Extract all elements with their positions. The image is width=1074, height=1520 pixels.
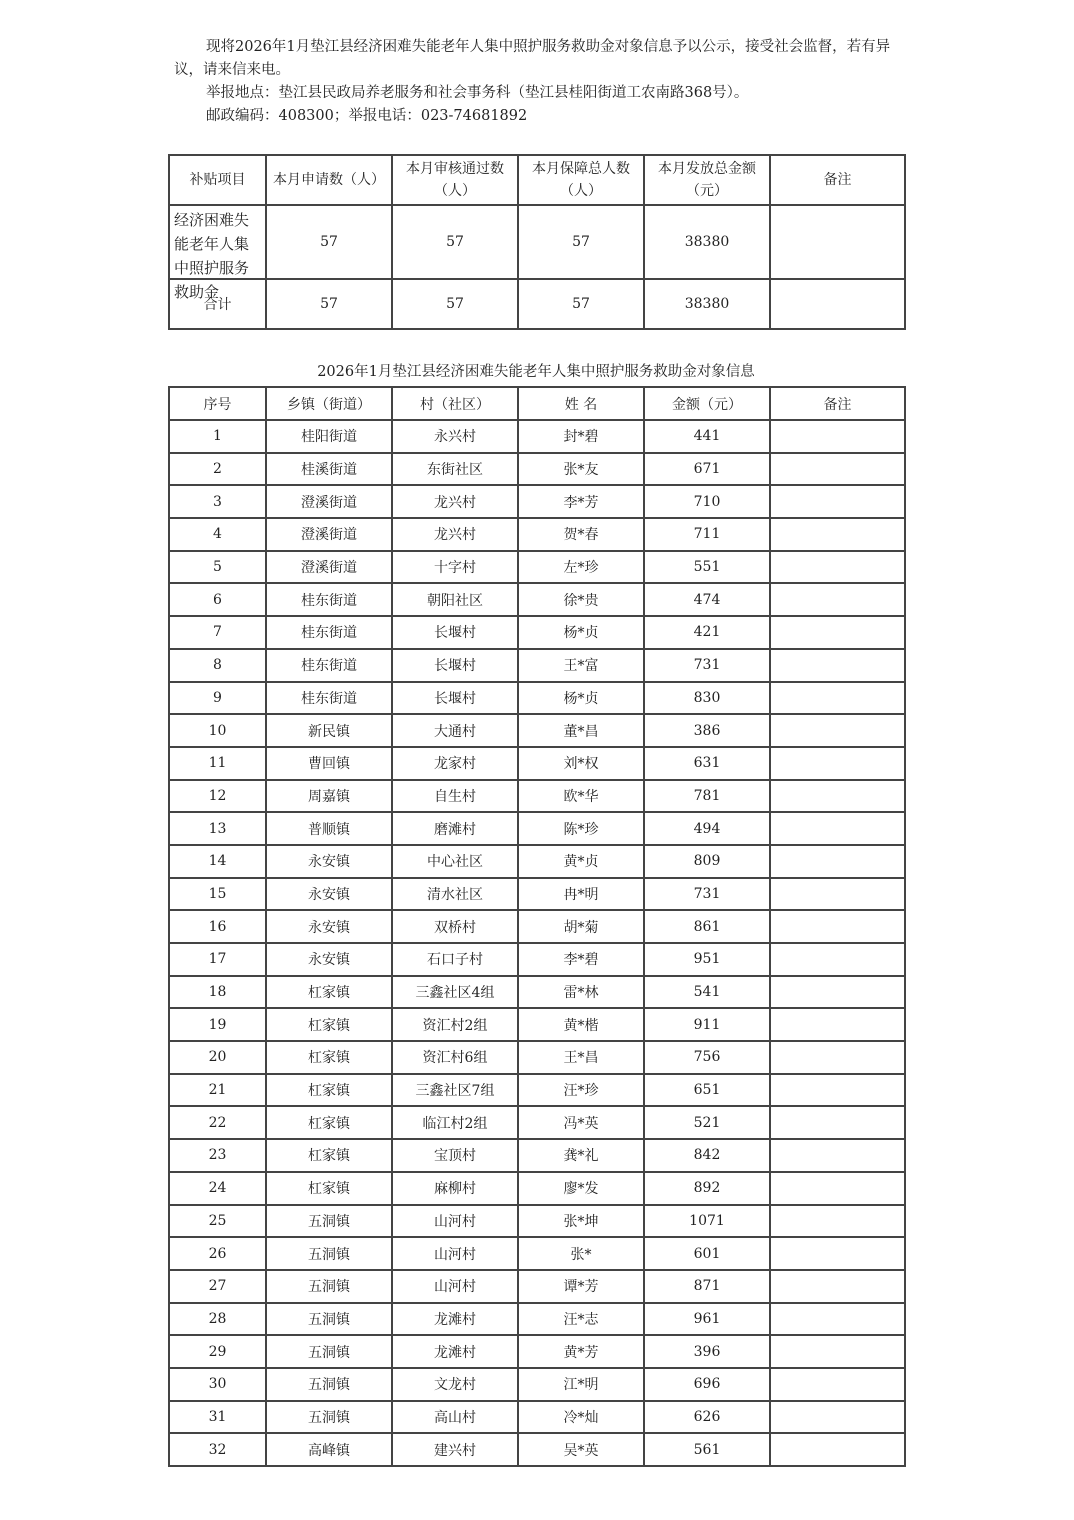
town-cell: 周嘉镇 [266,780,392,813]
postal-phone: 邮政编码：408300；举报电话：023-74681892 [206,108,528,124]
remark-cell [770,1205,905,1238]
name-cell: 贺*春 [518,518,644,551]
summary-row [169,279,905,329]
detail-header-cell: 姓 名 [518,387,644,420]
amount-cell: 671 [644,453,770,486]
table-row [169,682,905,715]
seq-cell: 30 [169,1368,266,1401]
village-cell: 资汇村2组 [392,1008,518,1041]
name-cell: 胡*菊 [518,910,644,943]
remark-cell [770,1008,905,1041]
name-cell: 欧*华 [518,780,644,813]
amount-cell: 911 [644,1008,770,1041]
village-cell: 山河村 [392,1270,518,1303]
amount-cell: 731 [644,878,770,911]
name-cell: 杨*贞 [518,682,644,715]
town-cell: 新民镇 [266,714,392,747]
remark-cell [770,649,905,682]
name-cell: 李*碧 [518,943,644,976]
name-cell: 谭*芳 [518,1270,644,1303]
remark-cell [770,583,905,616]
village-cell: 山河村 [392,1237,518,1270]
table-row [169,878,905,911]
seq-cell: 9 [169,682,266,715]
amount-cell: 561 [644,1433,770,1466]
amount-cell: 842 [644,1139,770,1172]
table-row [169,518,905,551]
name-cell: 江*明 [518,1368,644,1401]
remark-cell [770,1335,905,1368]
village-cell: 自生村 [392,780,518,813]
table-row [169,453,905,486]
summary-header-cell: 本月保障总人数（人） [518,155,644,205]
seq-cell: 32 [169,1433,266,1466]
summary-cell: 合计 [169,279,266,329]
village-cell: 清水社区 [392,878,518,911]
amount-cell: 474 [644,583,770,616]
table-row [169,714,905,747]
remark-cell [770,812,905,845]
amount-cell: 421 [644,616,770,649]
amount-cell: 731 [644,649,770,682]
town-cell: 五洞镇 [266,1237,392,1270]
notice-intro [174,36,914,128]
detail-header-cell: 村（社区） [392,387,518,420]
remark-cell [770,878,905,911]
village-cell: 龙兴村 [392,518,518,551]
summary-row [169,205,905,279]
remark-cell [770,747,905,780]
town-cell: 桂阳街道 [266,420,392,453]
table-row [169,1433,905,1466]
amount-cell: 871 [644,1270,770,1303]
remark-cell [770,1270,905,1303]
amount-cell: 551 [644,551,770,584]
remark-cell [770,551,905,584]
name-cell: 陈*珍 [518,812,644,845]
amount-cell: 441 [644,420,770,453]
village-cell: 高山村 [392,1401,518,1434]
summary-cell [770,205,905,279]
table-row [169,551,905,584]
name-cell: 雷*林 [518,976,644,1009]
town-cell: 杠家镇 [266,1106,392,1139]
town-cell: 杠家镇 [266,1041,392,1074]
seq-cell: 6 [169,583,266,616]
table-row [169,649,905,682]
village-cell: 东街社区 [392,453,518,486]
seq-cell: 26 [169,1237,266,1270]
table-row [169,910,905,943]
name-cell: 王*富 [518,649,644,682]
amount-cell: 961 [644,1303,770,1336]
remark-cell [770,1172,905,1205]
table-row [169,1008,905,1041]
table-row [169,1237,905,1270]
summary-item-text: 经济困难失能老年人集中照护服务救助金 [174,211,250,301]
amount-cell: 626 [644,1401,770,1434]
summary-cell: 57 [518,279,644,329]
seq-cell: 13 [169,812,266,845]
table-row [169,1303,905,1336]
seq-cell: 10 [169,714,266,747]
remark-cell [770,1303,905,1336]
town-cell: 五洞镇 [266,1303,392,1336]
town-cell: 杠家镇 [266,1172,392,1205]
seq-cell: 12 [169,780,266,813]
village-cell: 三鑫社区4组 [392,976,518,1009]
name-cell: 张*友 [518,453,644,486]
name-cell: 张* [518,1237,644,1270]
name-cell: 龚*礼 [518,1139,644,1172]
village-cell: 大通村 [392,714,518,747]
summary-header-cell: 本月申请数（人） [266,155,392,205]
seq-cell: 20 [169,1041,266,1074]
seq-cell: 21 [169,1074,266,1107]
table-row [169,812,905,845]
summary-header-cell: 本月发放总金额（元） [644,155,770,205]
village-cell: 山河村 [392,1205,518,1238]
town-cell: 高峰镇 [266,1433,392,1466]
town-cell: 永安镇 [266,878,392,911]
table-row [169,747,905,780]
table-row [169,1074,905,1107]
remark-cell [770,420,905,453]
village-cell: 十字村 [392,551,518,584]
summary-cell: 38380 [644,205,770,279]
remark-cell [770,1074,905,1107]
town-cell: 杠家镇 [266,1074,392,1107]
village-cell: 长堰村 [392,616,518,649]
table-row [169,1205,905,1238]
summary-cell: 57 [392,205,518,279]
amount-cell: 541 [644,976,770,1009]
town-cell: 永安镇 [266,845,392,878]
village-cell: 中心社区 [392,845,518,878]
village-cell: 临江村2组 [392,1106,518,1139]
town-cell: 五洞镇 [266,1270,392,1303]
seq-cell: 17 [169,943,266,976]
table-row [169,1041,905,1074]
seq-cell: 5 [169,551,266,584]
table-row [169,1270,905,1303]
seq-cell: 22 [169,1106,266,1139]
summary-item-cell [169,205,266,301]
detail-table [168,386,906,1467]
amount-cell: 631 [644,747,770,780]
remark-cell [770,1237,905,1270]
summary-cell [770,279,905,329]
seq-cell: 4 [169,518,266,551]
town-cell: 永安镇 [266,943,392,976]
name-cell: 冉*明 [518,878,644,911]
seq-cell: 11 [169,747,266,780]
name-cell: 黄*芳 [518,1335,644,1368]
town-cell: 澄溪街道 [266,518,392,551]
table-row [169,845,905,878]
table-row [169,1106,905,1139]
town-cell: 桂溪街道 [266,453,392,486]
village-cell: 龙滩村 [392,1303,518,1336]
name-cell: 李*芳 [518,485,644,518]
name-cell: 左*珍 [518,551,644,584]
table-row [169,420,905,453]
table-row [169,1172,905,1205]
village-cell: 长堰村 [392,649,518,682]
amount-cell: 830 [644,682,770,715]
town-cell: 桂东街道 [266,682,392,715]
seq-cell: 31 [169,1401,266,1434]
amount-cell: 494 [644,812,770,845]
town-cell: 杠家镇 [266,1008,392,1041]
remark-cell [770,1139,905,1172]
village-cell: 石口子村 [392,943,518,976]
amount-cell: 1071 [644,1205,770,1238]
name-cell: 杨*贞 [518,616,644,649]
name-cell: 王*昌 [518,1041,644,1074]
village-cell: 龙兴村 [392,485,518,518]
summary-header-row [169,155,905,205]
town-cell: 永安镇 [266,910,392,943]
remark-cell [770,714,905,747]
remark-cell [770,682,905,715]
amount-cell: 892 [644,1172,770,1205]
summary-cell: 57 [266,205,392,279]
seq-cell: 27 [169,1270,266,1303]
town-cell: 普顺镇 [266,812,392,845]
report-address: 举报地点：垫江县民政局养老服务和社会事务科（垫江县桂阳街道工农南路368号）。 [206,85,749,101]
table-row [169,1401,905,1434]
name-cell: 冯*英 [518,1106,644,1139]
summary-cell: 57 [518,205,644,279]
name-cell: 董*昌 [518,714,644,747]
table-row [169,780,905,813]
town-cell: 桂东街道 [266,583,392,616]
remark-cell [770,616,905,649]
detail-header-row [169,387,905,420]
name-cell: 徐*贵 [518,583,644,616]
name-cell: 封*碧 [518,420,644,453]
remark-cell [770,1401,905,1434]
name-cell: 黄*贞 [518,845,644,878]
town-cell: 五洞镇 [266,1335,392,1368]
seq-cell: 29 [169,1335,266,1368]
town-cell: 五洞镇 [266,1368,392,1401]
town-cell: 桂东街道 [266,649,392,682]
amount-cell: 710 [644,485,770,518]
table-row [169,1368,905,1401]
summary-table [168,154,906,330]
town-cell: 五洞镇 [266,1401,392,1434]
remark-cell [770,1041,905,1074]
seq-cell: 2 [169,453,266,486]
village-cell: 麻柳村 [392,1172,518,1205]
remark-cell [770,1433,905,1466]
name-cell: 汪*珍 [518,1074,644,1107]
detail-header-cell: 乡镇（街道） [266,387,392,420]
town-cell: 五洞镇 [266,1205,392,1238]
name-cell: 张*坤 [518,1205,644,1238]
intro-paragraph: 现将2026年1月垫江县经济困难失能老年人集中照护服务救助金对象信息予以公示，接受社会监督，若有异议，请来信来电。 [174,39,891,78]
summary-header-cell: 本月审核通过数（人） [392,155,518,205]
village-cell: 宝顶村 [392,1139,518,1172]
name-cell: 冷*灿 [518,1401,644,1434]
seq-cell: 3 [169,485,266,518]
detail-table-title: 2026年1月垫江县经济困难失能老年人集中照护服务救助金对象信息 [317,364,755,380]
table-row [169,485,905,518]
name-cell: 廖*发 [518,1172,644,1205]
seq-cell: 24 [169,1172,266,1205]
summary-cell: 57 [266,279,392,329]
village-cell: 三鑫社区7组 [392,1074,518,1107]
town-cell: 桂东街道 [266,616,392,649]
amount-cell: 756 [644,1041,770,1074]
amount-cell: 601 [644,1237,770,1270]
summary-cell: 57 [392,279,518,329]
summary-cell: 38380 [644,279,770,329]
seq-cell: 1 [169,420,266,453]
name-cell: 吴*英 [518,1433,644,1466]
detail-header-cell: 备注 [770,387,905,420]
village-cell: 双桥村 [392,910,518,943]
amount-cell: 651 [644,1074,770,1107]
name-cell: 黄*楷 [518,1008,644,1041]
table-row [169,616,905,649]
seq-cell: 7 [169,616,266,649]
amount-cell: 809 [644,845,770,878]
seq-cell: 14 [169,845,266,878]
remark-cell [770,910,905,943]
village-cell: 建兴村 [392,1433,518,1466]
seq-cell: 28 [169,1303,266,1336]
town-cell: 杠家镇 [266,976,392,1009]
village-cell: 龙滩村 [392,1335,518,1368]
name-cell: 刘*权 [518,747,644,780]
village-cell: 永兴村 [392,420,518,453]
amount-cell: 521 [644,1106,770,1139]
remark-cell [770,976,905,1009]
remark-cell [770,943,905,976]
town-cell: 杠家镇 [266,1139,392,1172]
town-cell: 曹回镇 [266,747,392,780]
village-cell: 龙家村 [392,747,518,780]
remark-cell [770,780,905,813]
seq-cell: 16 [169,910,266,943]
amount-cell: 951 [644,943,770,976]
remark-cell [770,485,905,518]
amount-cell: 711 [644,518,770,551]
village-cell: 长堰村 [392,682,518,715]
table-row [169,943,905,976]
amount-cell: 396 [644,1335,770,1368]
remark-cell [770,1368,905,1401]
detail-header-cell: 序号 [169,387,266,420]
remark-cell [770,453,905,486]
amount-cell: 386 [644,714,770,747]
seq-cell: 23 [169,1139,266,1172]
remark-cell [770,845,905,878]
table-row [169,1335,905,1368]
seq-cell: 19 [169,1008,266,1041]
detail-header-cell: 金额（元） [644,387,770,420]
summary-header-cell: 补贴项目 [169,155,266,205]
town-cell: 澄溪街道 [266,485,392,518]
name-cell: 汪*志 [518,1303,644,1336]
table-row [169,976,905,1009]
village-cell: 文龙村 [392,1368,518,1401]
remark-cell [770,1106,905,1139]
seq-cell: 18 [169,976,266,1009]
seq-cell: 25 [169,1205,266,1238]
summary-header-cell: 备注 [770,155,905,205]
remark-cell [770,518,905,551]
seq-cell: 15 [169,878,266,911]
amount-cell: 781 [644,780,770,813]
amount-cell: 861 [644,910,770,943]
table-row [169,583,905,616]
amount-cell: 696 [644,1368,770,1401]
table-row [169,1139,905,1172]
village-cell: 磨滩村 [392,812,518,845]
town-cell: 澄溪街道 [266,551,392,584]
village-cell: 朝阳社区 [392,583,518,616]
village-cell: 资汇村6组 [392,1041,518,1074]
seq-cell: 8 [169,649,266,682]
